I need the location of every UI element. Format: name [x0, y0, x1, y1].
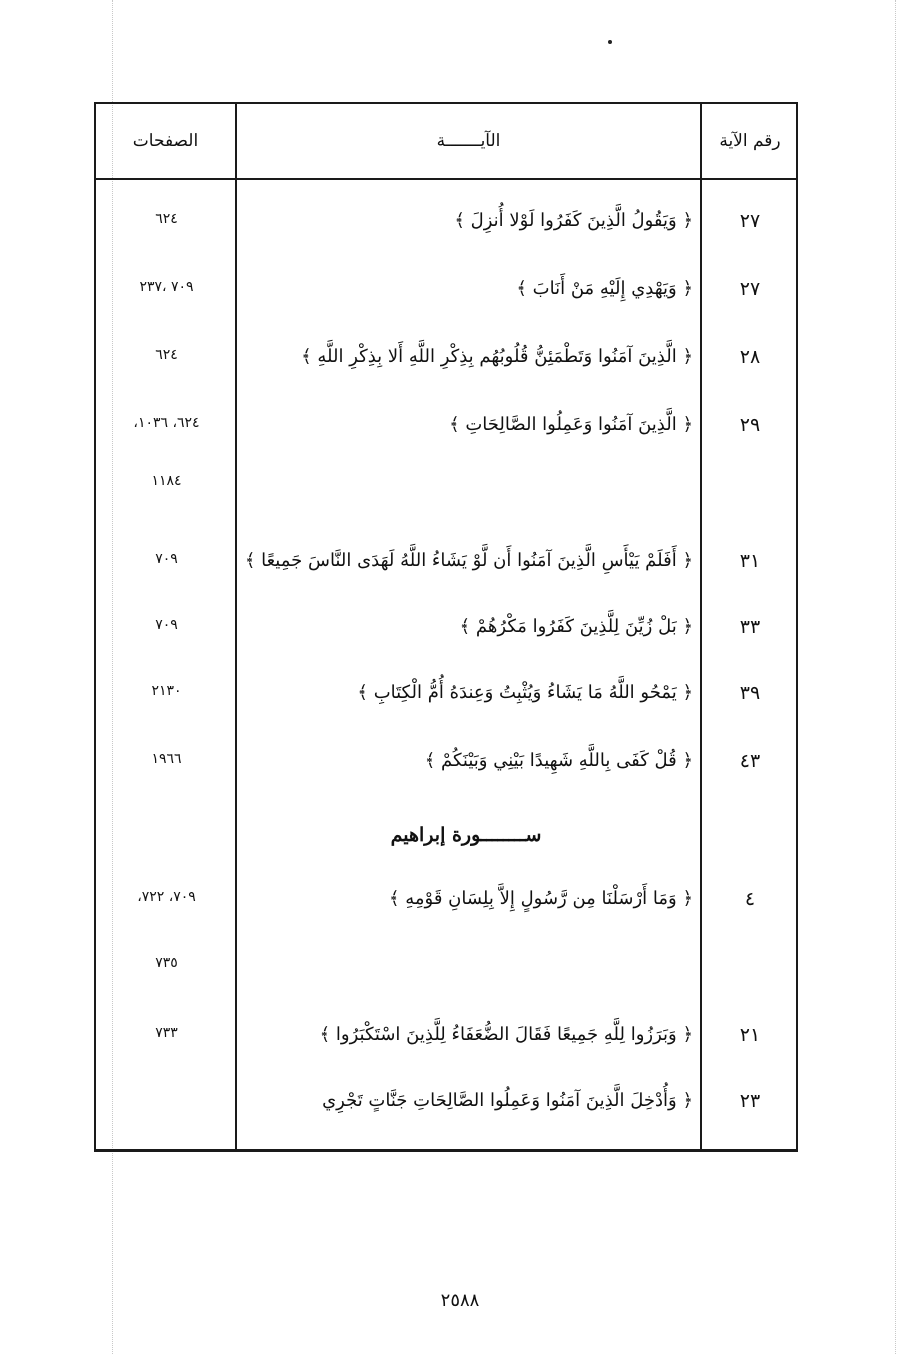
verse-text: ﴿ وَمَا أَرْسَلْنَا مِن رَّسُولٍ إِلاَّ بِلِسَانِ قَوْمِهِ ﴾	[388, 888, 693, 909]
page-number: ٢٥٨٨	[440, 1290, 480, 1311]
table-row	[96, 256, 796, 322]
page-refs: ٧٠٩	[155, 617, 178, 633]
index-table	[94, 102, 798, 1152]
page-refs: ٧٠٩، ٧٢٢،	[137, 889, 196, 905]
table-row	[96, 728, 796, 794]
header-verse: الآيـــــــة	[436, 131, 501, 151]
verse-number: ٤	[744, 888, 756, 910]
scan-margin-line	[895, 0, 896, 1354]
table-row	[96, 324, 796, 390]
verse-text: ﴿ وَأُدْخِلَ الَّذِينَ آمَنُوا وَعَمِلُوا الصَّالِحَاتِ جَنَّاتٍ تَجْرِي	[322, 1090, 693, 1111]
verse-number: ٤٣	[739, 750, 761, 772]
verse-number: ٢٩	[739, 414, 761, 436]
page-refs: ٧٠٩	[155, 551, 178, 567]
table-row	[96, 188, 796, 254]
page-refs: ٧٣٥	[155, 955, 178, 971]
surah-title: ســــــــورة إبراهيم	[390, 824, 542, 846]
verse-number	[702, 932, 798, 998]
verse-number: ٣١	[739, 550, 761, 572]
verse-number: ٢١	[739, 1024, 761, 1046]
header-verse-number: رقم الآية	[719, 131, 781, 151]
table-row	[96, 1068, 796, 1134]
page-refs: ٧٠٩ ،٢٣٧	[139, 279, 194, 295]
verse-text: ﴿ قُلْ كَفَى بِاللَّهِ شَهِيدًا بَيْنِي وَبَيْنَكُمْ ﴾	[424, 750, 693, 771]
verse-text: ﴿ وَيَهْدِي إِلَيْهِ مَنْ أَنَابَ ﴾	[516, 278, 693, 299]
verse-text	[239, 932, 693, 998]
verse-number: ٣٩	[739, 682, 761, 704]
verse-text: ﴿ أَفَلَمْ يَيْأَسِ الَّذِينَ آمَنُوا أَن لَّوْ يَشَاءُ اللَّهُ لَهَدَى النَّاسَ جَمِيعًا ﴾	[244, 550, 693, 571]
verse-text: ﴿ بَلْ زُيِّنَ لِلَّذِينَ كَفَرُوا مَكْرُهُمْ ﴾	[459, 616, 693, 637]
table-row	[96, 1002, 796, 1068]
table-row	[96, 450, 796, 516]
header-pages: الصفحات	[132, 131, 199, 151]
verse-number: ٢٧	[739, 210, 761, 232]
table-row	[96, 594, 796, 660]
section-row	[96, 802, 796, 868]
table-row	[96, 660, 796, 726]
verse-text: ﴿ الَّذِينَ آمَنُوا وَعَمِلُوا الصَّالِحَاتِ ﴾	[449, 414, 693, 435]
verse-number: ٢٨	[739, 346, 761, 368]
table-row	[96, 932, 796, 998]
page-refs: ٢١٣٠	[151, 683, 182, 699]
page-refs: ١١٨٤	[151, 473, 182, 489]
verse-number: ٢٧	[739, 278, 761, 300]
scan-speck	[608, 40, 612, 44]
verse-text: ﴿ وَبَرَزُوا لِلَّهِ جَمِيعًا فَقَالَ الضُّعَفَاءُ لِلَّذِينَ اسْتَكْبَرُوا ﴾	[319, 1024, 693, 1045]
page-refs: ٦٢٤	[155, 347, 178, 363]
verse-text: ﴿ يَمْحُو اللَّهُ مَا يَشَاءُ وَيُثْبِتُ وَعِندَهُ أُمُّ الْكِتَابِ ﴾	[357, 682, 693, 703]
page-refs: ١٩٦٦	[151, 751, 182, 767]
verse-number: ٢٣	[739, 1090, 761, 1112]
header-divider	[96, 178, 796, 180]
verse-text	[239, 450, 693, 516]
page-refs	[98, 1068, 235, 1134]
table-row	[96, 866, 796, 932]
verse-text: ﴿ وَيَقُولُ الَّذِينَ كَفَرُوا لَوْلا أُنزِلَ ﴾	[454, 210, 693, 231]
page-refs: ٦٢٤	[155, 211, 178, 227]
verse-number: ٣٣	[739, 616, 761, 638]
verse-number	[702, 450, 798, 516]
table-row	[96, 392, 796, 458]
page-refs: ٦٢٤، ١٠٣٦،	[133, 415, 200, 431]
verse-text: ﴿ الَّذِينَ آمَنُوا وَتَطْمَئِنُّ قُلُوبُهُم بِذِكْرِ اللَّهِ أَلا بِذِكْرِ اللَّهِ ﴾	[301, 346, 693, 367]
page-refs: ٧٣٣	[155, 1025, 178, 1041]
table-row	[96, 528, 796, 594]
